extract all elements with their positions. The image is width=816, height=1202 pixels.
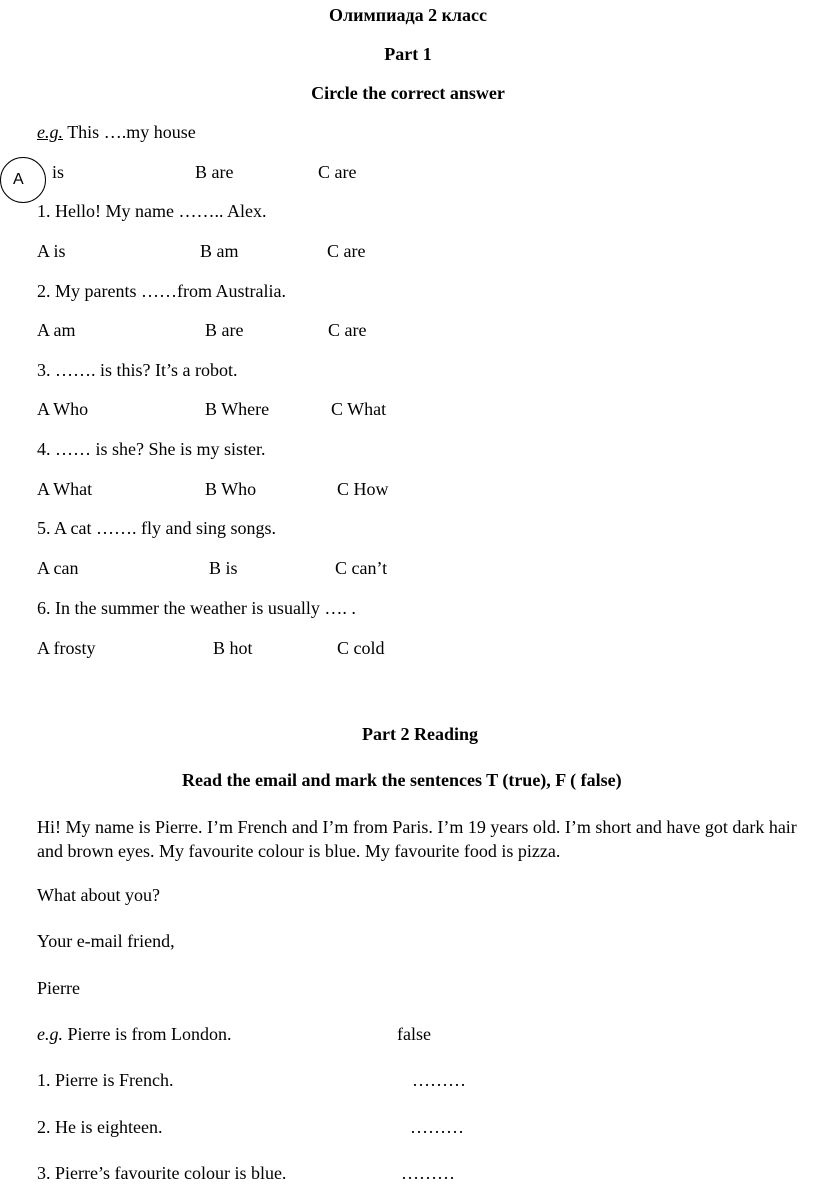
example-option-b: B are	[195, 162, 234, 182]
reading-example-text: Pierre is from London.	[63, 1024, 232, 1044]
q4-option-b: B Who	[205, 479, 257, 499]
page-title: Олимпиада 2 класс	[328, 5, 488, 25]
q2-option-a: A am	[37, 320, 76, 340]
q1-option-c: C are	[327, 241, 366, 261]
question-4: 4. …… is she? She is my sister.	[37, 439, 266, 459]
reading-example	[37, 1023, 231, 1045]
q3-option-a: A Who	[37, 399, 89, 419]
part1-heading: Part 1	[384, 44, 432, 64]
q3-option-b: B Where	[205, 399, 270, 419]
email-question: What about you?	[37, 885, 160, 905]
email-sign-off: Your e-mail friend,	[37, 931, 175, 951]
reading-example-eg: e.g.	[37, 1024, 63, 1044]
part2-heading: Part 2 Reading	[362, 724, 478, 744]
statement-3: 3. Pierre’s favourite colour is blue.	[37, 1163, 287, 1183]
q1-option-a: A is	[37, 241, 66, 261]
example-sentence	[37, 121, 196, 143]
statement-2: 2. He is eighteen.	[37, 1117, 163, 1137]
q2-option-c: C are	[328, 320, 367, 340]
q2-option-b: B are	[205, 320, 244, 340]
example-option-a: is	[52, 162, 65, 182]
answer-circle-letter: A	[13, 171, 24, 188]
q6-option-b: B hot	[213, 638, 253, 658]
part1-instruction: Circle the correct answer	[311, 83, 505, 103]
q6-option-a: A frosty	[37, 638, 96, 658]
statement-1-blank: ………	[412, 1070, 466, 1090]
q5-option-b: B is	[209, 558, 238, 578]
question-3: 3. ……. is this? It’s a robot.	[37, 360, 238, 380]
q6-option-c: C cold	[337, 638, 385, 658]
email-text: Hi! My name is Pierre. I’m French and I’m from Paris. I’m 19 years old. I’m short and have got dark hair and brown eyes. My favourite colour is blue. My favourite food is pizza.	[37, 817, 797, 861]
statement-2-blank: ………	[410, 1117, 464, 1137]
question-5: 5. A cat ……. fly and sing songs.	[37, 518, 276, 538]
email-signature: Pierre	[37, 978, 80, 998]
q3-option-c: C What	[331, 399, 387, 419]
statement-1: 1. Pierre is French.	[37, 1070, 174, 1090]
question-2: 2. My parents ……from Australia.	[37, 281, 286, 301]
example-text: This ….my house	[67, 122, 196, 142]
statement-3-blank: ………	[401, 1163, 455, 1183]
question-1: 1. Hello! My name …….. Alex.	[37, 201, 267, 221]
part2-instruction: Read the email and mark the sentences T (true), F ( false)	[182, 770, 622, 790]
q4-option-a: A What	[37, 479, 93, 499]
q5-option-a: A can	[37, 558, 79, 578]
example-eg: e.g.	[37, 122, 63, 142]
example-option-c: C are	[318, 162, 357, 182]
q4-option-c: C How	[337, 479, 389, 499]
question-6: 6. In the summer the weather is usually …. .	[37, 598, 356, 618]
q5-option-c: C can’t	[335, 558, 388, 578]
reading-example-answer: false	[397, 1024, 431, 1044]
q1-option-b: B am	[200, 241, 239, 261]
